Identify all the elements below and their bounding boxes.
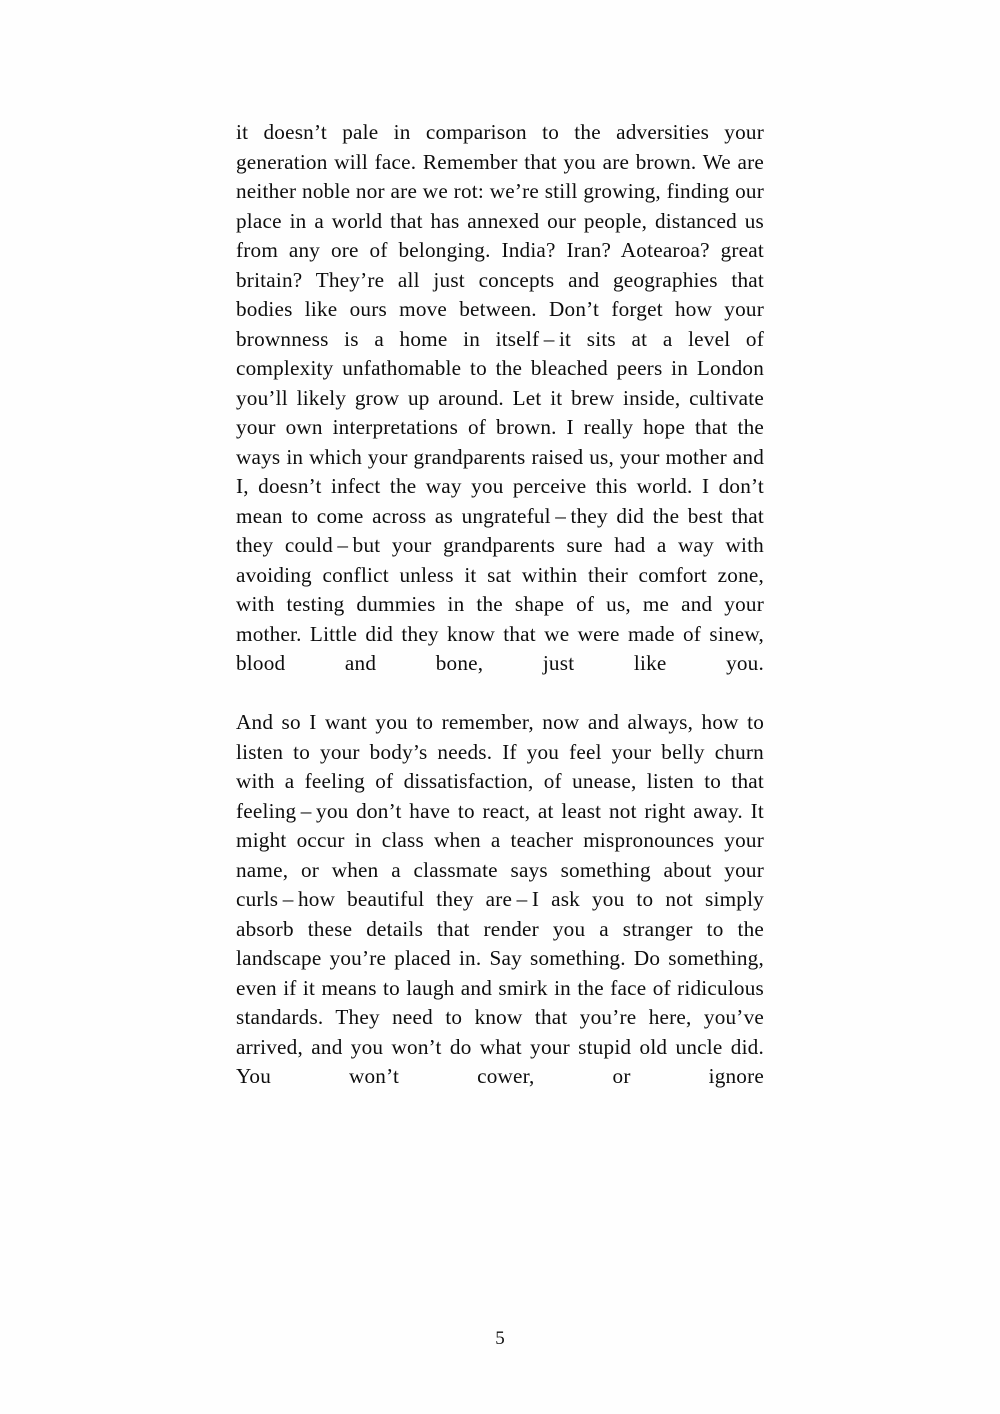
body-paragraph-2: And so I want you to remember, now and always, how to listen to your body’s needs. If you feel your belly churn with a feeling of dissatisfaction, of unease, listen to that feeling – you don’t have to react, at least not right away. It might occur in class when a teacher mispronounces your name, or when a classmate says something about your curls – how beautiful they are – I ask you to not simply absorb these details that render you a stranger to the landscape you’re placed in. Say something. Do something, even if it means to laugh and smirk in the face of ridiculous standards. They need to know that you’re here, you’ve arrived, and you won’t do what your stupid old uncle did. You won’t cower, or ignore <box>236 710 764 1088</box>
body-text-block <box>236 118 764 1092</box>
page-number: 5 <box>495 1328 505 1349</box>
body-paragraph-1: it doesn’t pale in comparison to the adversities your generation will face. Remember that you are brown. We are neither noble nor are we rot: we’re still growing, finding our place in a world that has annexed our people, distanced us from any ore of belonging. India? Iran? Aotearoa? great britain? They’re all just concepts and geographies that bodies like ours move between. Don’t forget how your brownness is a home in itself – it sits at a level of complexity unfathomable to the bleached peers in London you’ll likely grow up around. Let it brew inside, cultivate your own interpretations of brown. I really hope that the ways in which your grandparents raised us, your mother and I, doesn’t infect the way you perceive this world. I don’t mean to come across as ungrateful – they did the best that they could – but your grandparents sure had a way with avoiding conflict unless it sat within their comfort zone, with testing dummies in the shape of us, me and your mother. Little did they know that we were made of sinew, blood and bone, just like you. <box>236 120 764 675</box>
